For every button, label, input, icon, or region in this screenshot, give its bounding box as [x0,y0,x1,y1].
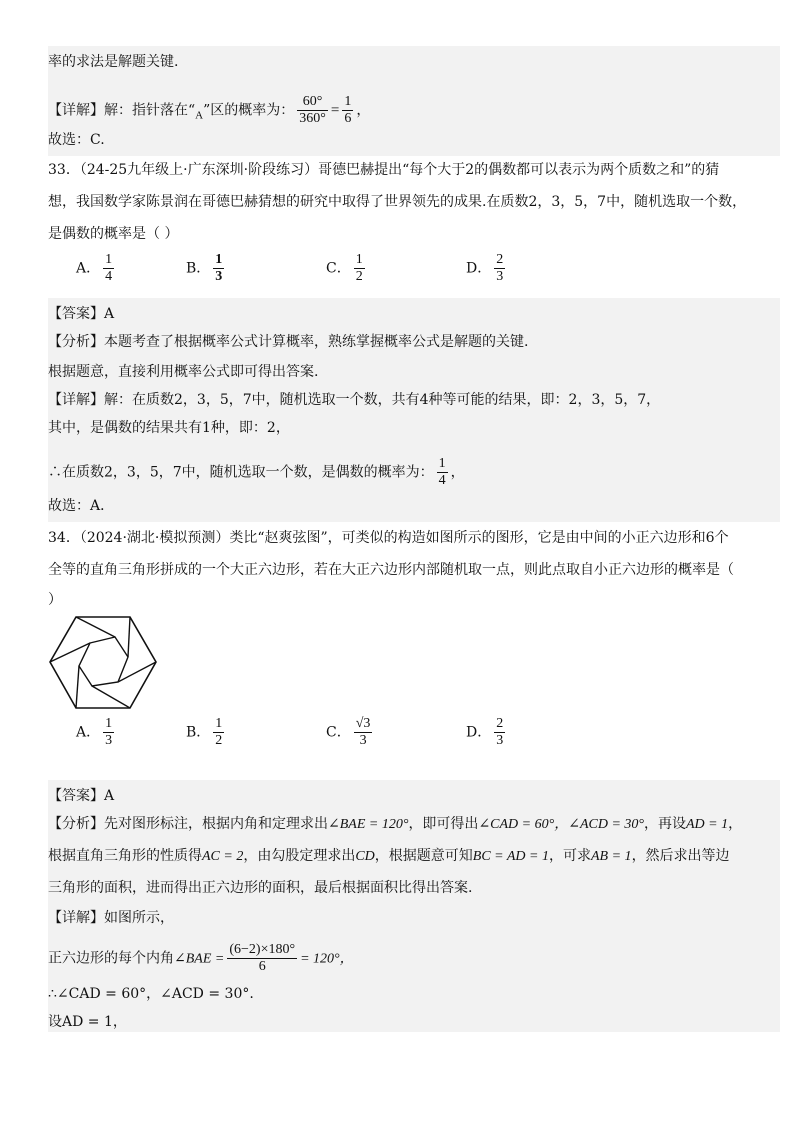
analysis-33: 【分析】本题考查了根据概率公式计算概率，熟练掌握概率公式是解题的关键. [48,334,529,350]
numerator: 2 [496,252,504,267]
text: ， [450,464,465,481]
numerator: 1 [344,94,352,109]
option-a[interactable] [76,252,117,285]
option-d[interactable] [466,252,508,285]
denominator: 6 [258,959,266,974]
option-a[interactable] [76,716,117,749]
numerator: 1 [438,456,446,471]
math: ∠BAE = [174,951,225,967]
analysis-34-line3: 三角形的面积，进而得出正六边形的面积，最后根据面积比得出答案. [48,880,473,896]
denominator: 3 [215,269,223,284]
question-33-line1: 33．（24-25九年级上·广东深圳·阶段练习）哥德巴赫提出“每个大于2的偶数都可以表示为两个质数之和”的猜 [48,162,720,178]
option-label: D． [466,724,492,741]
option-d[interactable] [466,716,508,749]
numerator: 60° [297,94,328,111]
question-34-line1: 34．（2024·湖北·模拟预测）类比“赵爽弦图”，可类似的构造如图所示的图形，它是由中间的小正六边形和6个 [48,530,729,546]
option-b[interactable] [186,252,227,285]
option-b[interactable] [186,716,227,749]
text: ， [356,102,371,119]
numerator: 2 [496,716,504,731]
numerator: (6−2)×180° [229,942,296,957]
question-33-line3: 是偶数的概率是（ ） [48,226,179,242]
fraction [342,94,353,127]
detail-34-line1: 【详解】如图所示， [48,910,174,926]
text: 【详解】解：指针落在“ [48,102,196,119]
option-label: C． [326,260,351,277]
equals-sign: = [330,102,340,119]
choice-line: 故选：A． [48,498,115,514]
text: ， [728,816,743,832]
math: = 120°， [300,951,354,967]
text-line: 率的求法是解题关键. [48,54,179,70]
text: 根据直角三角形的性质得 [48,848,202,864]
option-label: D． [466,260,492,277]
triangle-edge [92,686,130,708]
text: ，由勾股定理求出 [243,848,356,864]
denominator: 360° [299,111,326,126]
choice-line: 故选：C. [48,132,105,148]
math: ∠CAD = 60°，∠ACD = 30° [478,817,644,832]
text: ，再设 [644,816,686,832]
math: AC = 2 [202,849,244,864]
detail-34-line2 [48,942,354,975]
numerator: 1 [215,716,223,731]
denominator: 6 [344,111,352,126]
math: ∠BAE = 120° [328,817,409,832]
text-line: 根据题意，直接利用概率公式即可得出答案. [48,364,319,380]
answer-34: 【答案】A [48,788,115,804]
denominator: 3 [496,269,504,284]
analysis-34-line1 [48,814,742,835]
math: CD [355,849,375,864]
denominator: 4 [438,473,446,488]
fraction [297,94,328,127]
fraction [437,456,448,489]
math: BC = AD = 1 [472,849,549,864]
text: ，根据题意可知 [374,848,473,864]
option-label: B． [186,724,211,741]
analysis-34-line2 [48,846,730,867]
hexagon-figure [48,614,158,714]
triangle-edge [76,617,115,637]
text: 正六边形的每个内角 [48,950,174,967]
numerator: 1 [355,252,363,267]
option-c[interactable] [326,252,368,285]
text: ∴在质数2，3，5，7中，随机选取一个数，是偶数的概率为： [48,464,434,481]
text: ”区的概率为： [203,102,295,119]
text: ，即可得出 [408,816,479,832]
question-34-line2: 全等的直角三角形拼成的一个大正六边形，若在大正六边形内部随机取一点，则此点取自小正六边形的概率是（ [48,562,734,578]
text: ，可求 [549,848,591,864]
text: 【分析】先对图形标注，根据内角和定理求出 [48,816,328,832]
numerator: 1 [215,252,223,267]
numerator: 1 [105,252,113,267]
triangle-edge [76,666,79,708]
fraction [227,942,297,975]
option-label: C． [326,724,351,741]
denominator: 2 [355,269,363,284]
question-34-line3: ） [48,592,62,608]
math: AB = 1 [591,849,632,864]
denominator: 4 [105,269,113,284]
text: ，然后求出等边 [631,848,730,864]
denominator: 3 [359,733,367,748]
denominator: 3 [105,733,113,748]
denominator: 2 [215,733,223,748]
triangle-edge [128,617,130,657]
numerator: 1 [105,716,113,731]
option-label: B． [186,260,211,277]
question-33-line2: 想，我国数学家陈景润在哥德巴赫猜想的研究中取得了世界领先的成果.在质数2，3，5，7中，随机选取一个数， [48,194,747,210]
option-label: A． [76,724,101,741]
option-label: A． [76,260,101,277]
region-label: A [195,109,204,122]
detail-33-line1: 【详解】解：在质数2，3，5，7中，随机选取一个数，共有4种等可能的结果，即：2，3，5，7， [48,392,661,408]
denominator: 3 [496,733,504,748]
prob-line-top [48,94,370,127]
numerator: √3 [355,716,371,731]
detail-34-line3: ∴∠CAD = 60°，∠ACD = 30°. [48,986,254,1002]
detail-34-line4: 设AD = 1， [48,1014,127,1030]
math: AD = 1 [686,817,729,832]
detail-33-line2: 其中，是偶数的结果共有1种，即：2， [48,420,290,436]
answer-33: 【答案】A [48,306,115,322]
detail-33-line3 [48,456,465,489]
option-c[interactable] [326,716,375,749]
